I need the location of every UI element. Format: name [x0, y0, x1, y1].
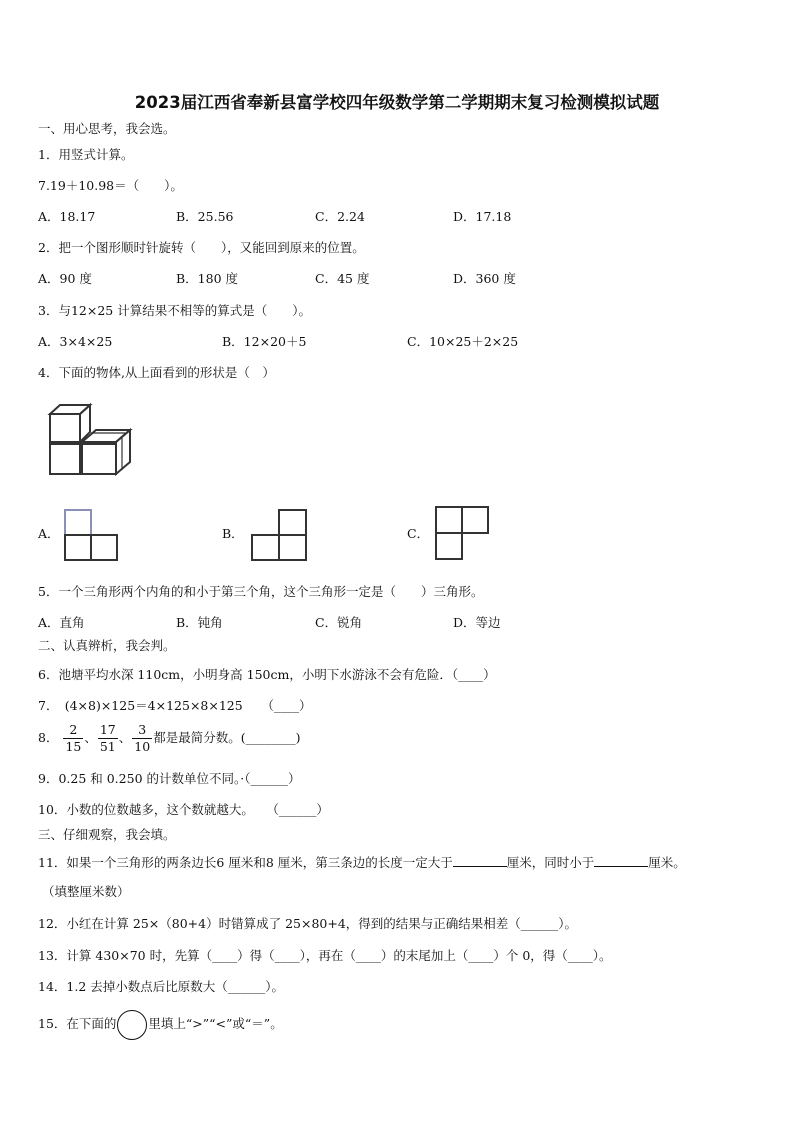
question-6: 6．池塘平均水深 110cm，小明身高 150cm，小明下水游泳不会有危险．（____）	[38, 667, 496, 682]
question-15-after: 里填上“>”“<”或“＝”。	[148, 1016, 283, 1031]
q4-option-a: A．	[38, 526, 60, 541]
section-heading-judge: 二、认真辨析，我会判。	[38, 638, 176, 653]
question-1-stem: 1．用竖式计算。	[38, 147, 134, 162]
fraction-1-denominator: 15	[65, 739, 82, 754]
section-heading-choice: 一、用心思考，我会选。	[38, 121, 176, 136]
q2-option-d: D．360 度	[453, 271, 516, 286]
option-a-shape	[62, 507, 120, 563]
question-8-label: 8．	[38, 730, 59, 745]
fraction-3	[132, 722, 152, 755]
q3-option-b: B．12×20＋5	[222, 334, 307, 349]
fraction-1	[63, 722, 83, 755]
q5-option-d: D．等边	[453, 615, 501, 630]
question-2-stem: 2．把一个图形顺时针旋转（ ），又能回到原来的位置。	[38, 240, 365, 255]
q2-option-c: C．45 度	[315, 271, 370, 286]
question-11-part2: 厘米，同时小于	[506, 855, 595, 870]
q2-option-b: B．180 度	[176, 271, 239, 286]
question-8	[38, 722, 300, 755]
question-13: 13．计算 430×70 时，先算（____）得（____），再在（____）的末尾加上（____）个 0，得（____）。	[38, 948, 612, 963]
question-5-stem: 5．一个三角形两个内角的和小于第三个角，这个三角形一定是（ ）三角形。	[38, 584, 484, 599]
question-3-stem: 3．与12×25 计算结果不相等的算式是（ ）。	[38, 303, 311, 318]
question-11-part3: 厘米。	[648, 855, 686, 870]
q1-option-a: A．18.17	[38, 209, 96, 224]
fraction-2	[98, 722, 118, 755]
question-15	[38, 1009, 283, 1040]
question-9: 9．0.25 和 0.250 的计数单位不同。·（______）	[38, 771, 301, 786]
cube-stack-figure	[44, 402, 136, 480]
question-10: 10．小数的位数越多，这个数就越大。 （______）	[38, 802, 329, 817]
q5-option-a: A．直角	[38, 615, 85, 630]
q5-option-b: B．钝角	[176, 615, 223, 630]
question-11-part1: 11．如果一个三角形的两条边长6 厘米和8 厘米，第三条边的长度一定大于	[38, 855, 453, 870]
fraction-2-numerator: 17	[99, 722, 116, 737]
separator-1: 、	[84, 730, 97, 745]
question-11	[38, 853, 686, 872]
fraction-1-numerator: 2	[63, 722, 83, 739]
fraction-2-denominator: 51	[99, 739, 116, 754]
question-8-tail: 都是最简分数。(________)	[153, 730, 301, 745]
question-7: 7． (4×8)×125＝4×125×8×125 （____）	[38, 698, 312, 713]
q3-option-a: A．3×4×25	[38, 334, 113, 349]
separator-2: 、	[118, 730, 132, 745]
section-heading-fill: 三、仔细观察，我会填。	[38, 827, 176, 842]
question-4-stem: 4．下面的物体,从上面看到的形状是（ ）	[38, 365, 275, 380]
q1-option-d: D．17.18	[453, 209, 512, 224]
q2-option-a: A．90 度	[38, 271, 92, 286]
question-15-before: 15．在下面的	[38, 1016, 117, 1031]
option-b-shape	[249, 507, 309, 563]
question-12: 12．小红在计算 25×（80+4）时错算成了 25×80+4，得到的结果与正确结果相差（______）。	[38, 916, 578, 931]
q3-option-c: C．10×25＋2×25	[407, 334, 519, 349]
comparison-circle	[117, 1010, 147, 1040]
fraction-3-denominator: 10	[134, 739, 151, 754]
question-11-note: （填整厘米数）	[42, 884, 130, 899]
fraction-3-numerator: 3	[132, 722, 152, 739]
answer-blank-1[interactable]	[453, 853, 507, 867]
question-1-expression: 7.19＋10.98＝（ ）。	[38, 178, 183, 193]
q1-option-c: C．2.24	[315, 209, 365, 224]
option-c-shape	[433, 504, 491, 562]
q1-option-b: B．25.56	[176, 209, 234, 224]
answer-blank-2[interactable]	[594, 853, 648, 867]
q5-option-c: C．锐角	[315, 615, 363, 630]
q4-option-c: C．	[407, 526, 430, 541]
q4-option-b: B．	[222, 526, 244, 541]
page-title: 2023届江西省奉新县富学校四年级数学第二学期期末复习检测模拟试题	[134, 93, 660, 112]
question-14: 14．1.2 去掉小数点后比原数大（______）。	[38, 979, 285, 994]
